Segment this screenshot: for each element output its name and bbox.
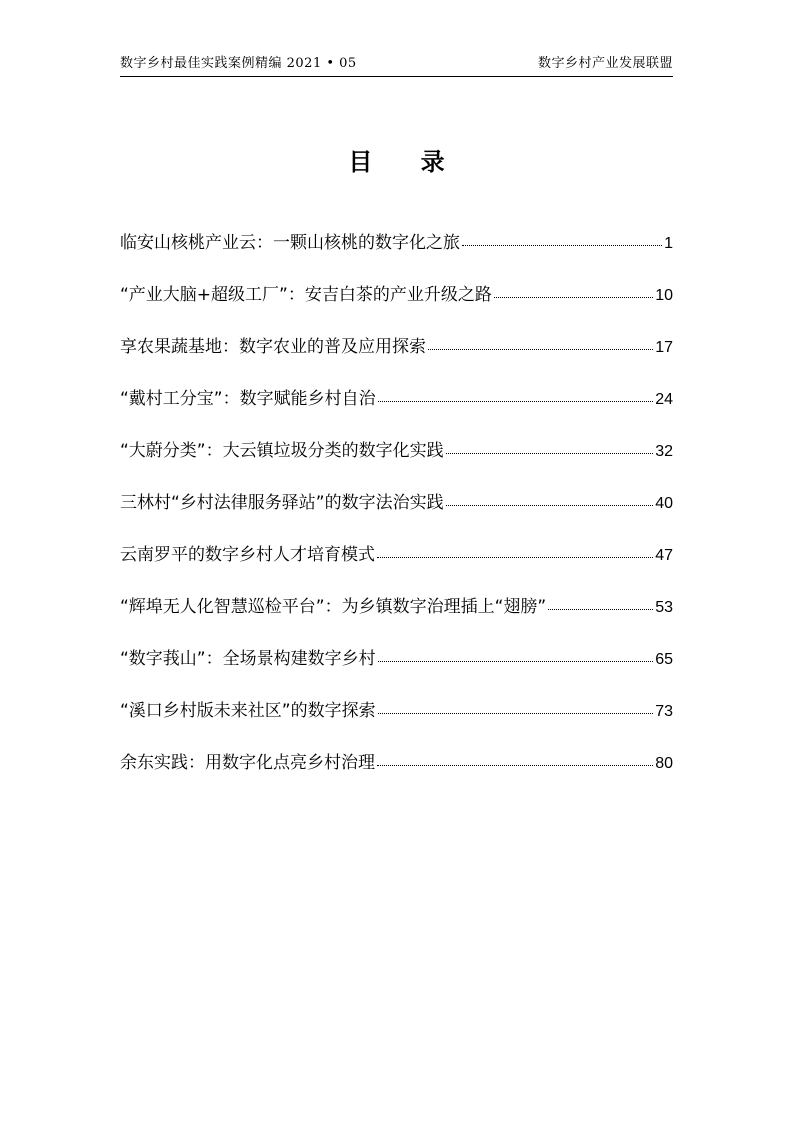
dot-leader (548, 608, 653, 610)
toc-entry-page: 40 (655, 495, 673, 512)
toc-entry[interactable] (120, 592, 673, 644)
toc-entry-page: 65 (655, 651, 673, 668)
toc-entry-page: 17 (655, 339, 673, 356)
toc-entry-title: “辉埠无人化智慧巡检平台”：为乡镇数字治理插上“翅膀” (120, 597, 547, 617)
toc-entry[interactable] (120, 228, 673, 280)
toc-entry-title: “数字莪山”：全场景构建数字乡村 (120, 649, 376, 669)
dot-leader (446, 504, 654, 506)
header-organization: 数字乡村产业发展联盟 (537, 56, 673, 71)
toc-entry[interactable] (120, 280, 673, 332)
toc-entry[interactable] (120, 436, 673, 488)
toc-entry[interactable] (120, 696, 673, 748)
toc-entry-page: 80 (655, 755, 673, 772)
toc-entry-title: 享农果蔬基地：数字农业的普及应用探索 (120, 337, 426, 357)
toc-entry-title: “戴村工分宝”：数字赋能乡村自治 (120, 389, 376, 409)
toc-entry-title: 云南罗平的数字乡村人才培育模式 (120, 545, 375, 565)
dot-leader (446, 452, 654, 454)
table-of-contents (120, 228, 673, 800)
toc-entry-title: 余东实践：用数字化点亮乡村治理 (120, 753, 375, 773)
toc-entry-page: 10 (655, 287, 673, 304)
toc-entry[interactable] (120, 540, 673, 592)
toc-entry[interactable] (120, 384, 673, 436)
dot-leader (378, 660, 654, 662)
dot-leader (378, 400, 654, 402)
toc-entry-page: 53 (655, 599, 673, 616)
toc-entry-page: 1 (664, 235, 673, 252)
toc-heading: 目 录 (348, 148, 465, 176)
toc-entry[interactable] (120, 748, 673, 800)
toc-entry-page: 24 (655, 391, 673, 408)
toc-entry-title: “大蔚分类”：大云镇垃圾分类的数字化实践 (120, 441, 444, 461)
header-publication-title: 数字乡村最佳实践案例精编 2021 • 05 (120, 56, 357, 71)
toc-entry[interactable] (120, 488, 673, 540)
toc-entry-page: 32 (655, 443, 673, 460)
dot-leader (494, 296, 653, 298)
dot-leader (462, 244, 662, 246)
dot-leader (377, 556, 653, 558)
toc-entry-page: 73 (655, 703, 673, 720)
toc-entry-title: “产业大脑+超级工厂”：安吉白茶的产业升级之路 (120, 285, 492, 305)
toc-entry-page: 47 (655, 547, 673, 564)
dot-leader (377, 764, 653, 766)
toc-entry[interactable] (120, 332, 673, 384)
running-header (120, 54, 673, 77)
toc-entry-title: “溪口乡村版未来社区”的数字探索 (120, 701, 376, 721)
toc-entry-title: 临安山核桃产业云：一颗山核桃的数字化之旅 (120, 233, 460, 253)
toc-entry-title: 三林村“乡村法律服务驿站”的数字法治实践 (120, 493, 444, 513)
dot-leader (428, 348, 653, 350)
dot-leader (378, 712, 654, 714)
toc-entry[interactable] (120, 644, 673, 696)
